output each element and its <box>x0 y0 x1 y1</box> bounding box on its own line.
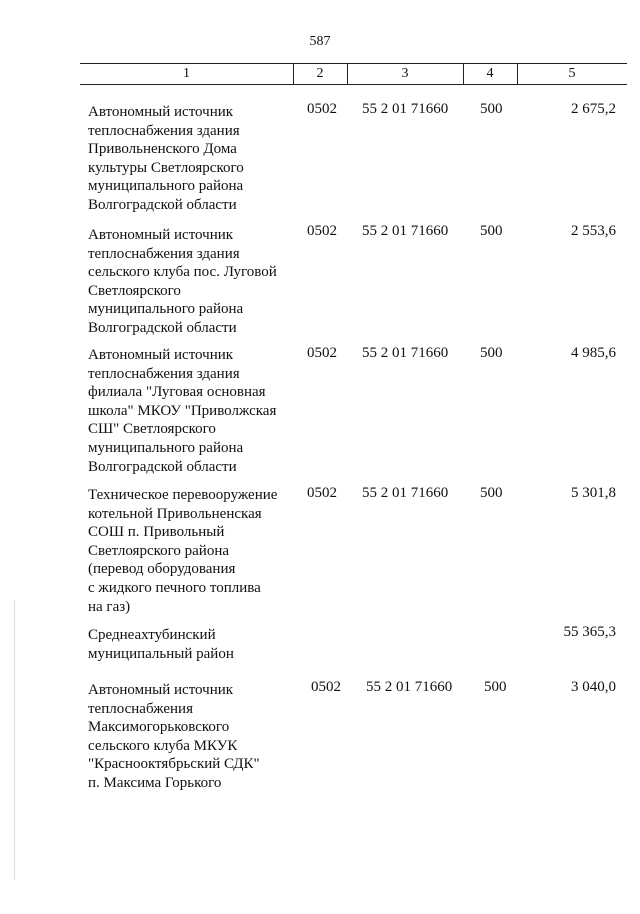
column-header-1: 1 <box>183 66 190 81</box>
row-classification: 55 2 01 71660 <box>362 101 449 117</box>
row-sum: 2 675,2 <box>571 101 616 117</box>
row-sum: 55 365,3 <box>563 624 616 640</box>
row-classification: 55 2 01 71660 <box>362 345 449 361</box>
column-header-2: 2 <box>316 66 324 81</box>
row-sum: 2 553,6 <box>571 223 616 239</box>
row-type: 500 <box>480 101 503 117</box>
scan-edge-line <box>14 600 15 880</box>
column-header-3: 3 <box>401 66 409 81</box>
row-code: 0502 <box>307 223 337 239</box>
row-name: Автономный источник теплоснабжения здания Привольненского Дома культуры Светлоярского муниципального района Волгоградской области <box>88 104 244 213</box>
row-sum: 4 985,6 <box>571 345 616 361</box>
row-name: Среднеахтубинский муниципальный район <box>88 627 234 662</box>
row-code: 0502 <box>307 345 337 361</box>
row-code: 0502 <box>307 485 337 501</box>
row-name: Автономный источник теплоснабжения Максимогорьковского сельского клуба МКУК "Краснооктябрьский СДК" п. Максима Горького <box>88 682 260 791</box>
row-name: Техническое перевооружение котельной Привольненская СОШ п. Привольный Светлоярского района (перевод оборудования с жидкого печного топлива на газ) <box>88 487 278 615</box>
row-type: 500 <box>484 679 507 695</box>
page-number: 587 <box>309 34 331 49</box>
row-sum: 5 301,8 <box>571 485 616 501</box>
row-type: 500 <box>480 223 503 239</box>
row-classification: 55 2 01 71660 <box>366 679 453 695</box>
column-header-5: 5 <box>568 66 576 81</box>
row-name: Автономный источник теплоснабжения здания филиала "Луговая основная школа" МКОУ "Приволжская СШ" Светлоярского муниципального района Волгоградской области <box>88 347 277 475</box>
column-header-row <box>80 63 627 85</box>
row-sum: 3 040,0 <box>571 679 616 695</box>
row-code: 0502 <box>307 101 337 117</box>
row-classification: 55 2 01 71660 <box>362 485 449 501</box>
column-header-4: 4 <box>486 66 494 81</box>
row-type: 500 <box>480 345 503 361</box>
row-classification: 55 2 01 71660 <box>362 223 449 239</box>
row-type: 500 <box>480 485 503 501</box>
row-code: 0502 <box>311 679 341 695</box>
row-name: Автономный источник теплоснабжения здания сельского клуба пос. Луговой Светлоярского муниципального района Волгоградской области <box>88 227 277 336</box>
